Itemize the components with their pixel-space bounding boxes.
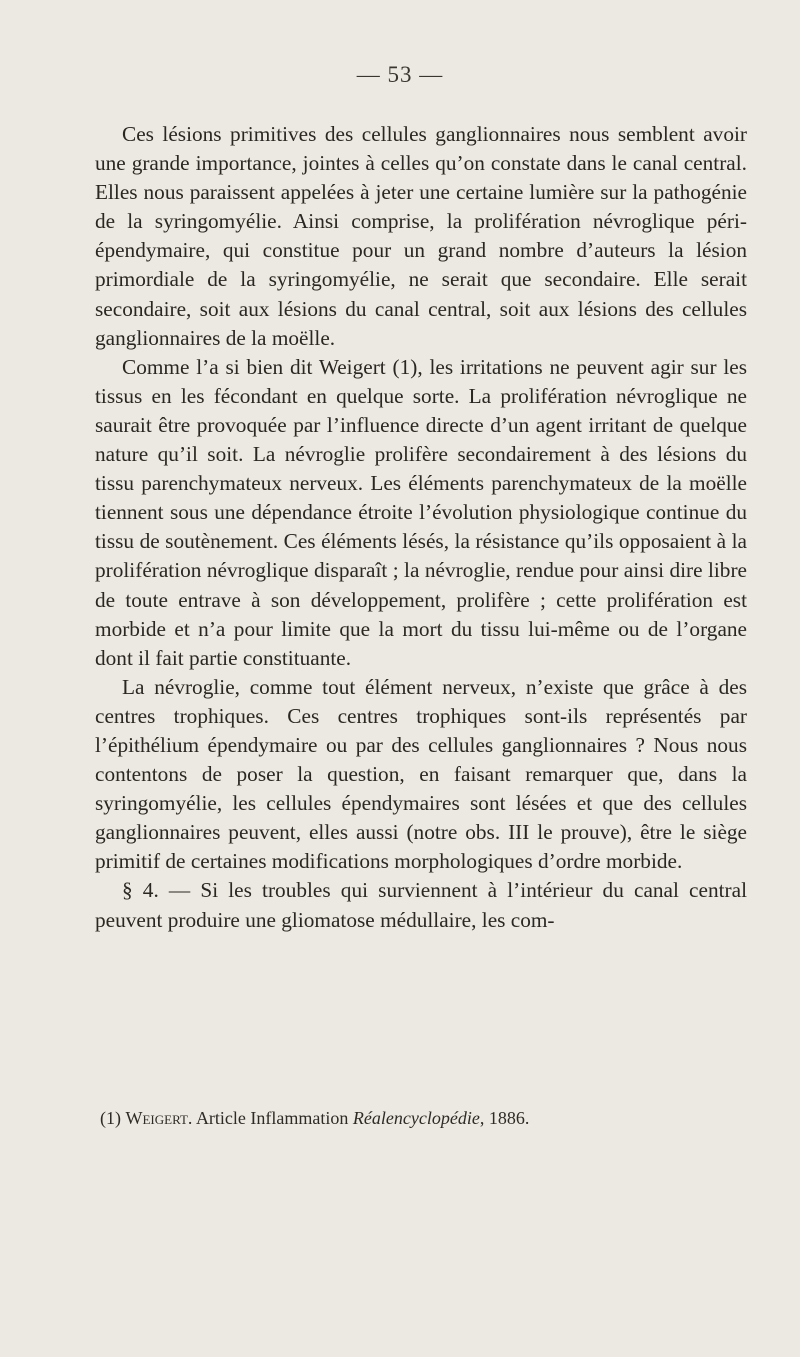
body-text (95, 120, 747, 935)
footnote-year: , 1886. (479, 1108, 530, 1128)
footnote (100, 1106, 750, 1130)
footnote-author: Weigert. (125, 1108, 193, 1128)
paragraph-4: § 4. — Si les troubles qui surviennent à l’intérieur du canal central peuvent produire une gliomatose médullaire, les com- (95, 878, 747, 932)
footnote-work: Réalencyclopédie (352, 1108, 480, 1128)
page-number: — 53 — (356, 62, 444, 87)
paragraph-2: Comme l’a si bien dit Weigert (1), les irritations ne peuvent agir sur les tissus en les fécondant en quelque sorte. La prolifération névroglique ne saurait être provoquée par l’influence directe d’un agent irritant de quelque nature qu’il soit. La névroglie prolifère secondairement à des lésions du tissu parenchymateux nerveux. Les éléments parenchymateux de la moëlle tiennent sous une dépendance étroite l’évolution physiologique continue du tissu de soutènement. Ces éléments lésés, la résistance qu’ils opposaient à la prolifération névroglique disparaît ; la névroglie, rendue pour ainsi dire libre de toute entrave à son développement, prolifère ; cette prolifération est morbide et n’a pour limite que la mort du tissu lui-même ou de l’organe dont il fait partie constituante. (95, 354, 747, 670)
footnote-text: Article Inflammation (195, 1108, 349, 1128)
paragraph-1: Ces lésions primitives des cellules ganglionnaires nous semblent avoir une grande importance, jointes à celles qu’on constate dans le canal central. Elles nous paraissent appelées à jeter une certaine lumière sur la pathogénie de la syringomyélie. Ainsi comprise, la prolifération névroglique péri-épendymaire, qui constitue pour un grand nombre d’auteurs la lésion primordiale de la syringomyélie, ne serait que secondaire. Elle serait secondaire, soit aux lésions du canal central, soit aux lésions des cellules ganglionnaires de la moëlle. (95, 122, 747, 350)
footnote-marker: (1) (100, 1108, 121, 1128)
paragraph-3: La névroglie, comme tout élément nerveux, n’existe que grâce à des centres trophiques. Ces centres trophiques sont-ils représentés par l’épithélium épendymaire ou par des cellules ganglionnaires ? Nous nous contentons de poser la question, en faisant remarquer que, dans la syringomyélie, les cellules épendymaires sont lésées et que des cellules ganglionnaires peuvent, elles aussi (notre obs. III le prouve), être le siège primitif de certaines modifications morphologiques d’ordre morbide. (95, 674, 747, 874)
